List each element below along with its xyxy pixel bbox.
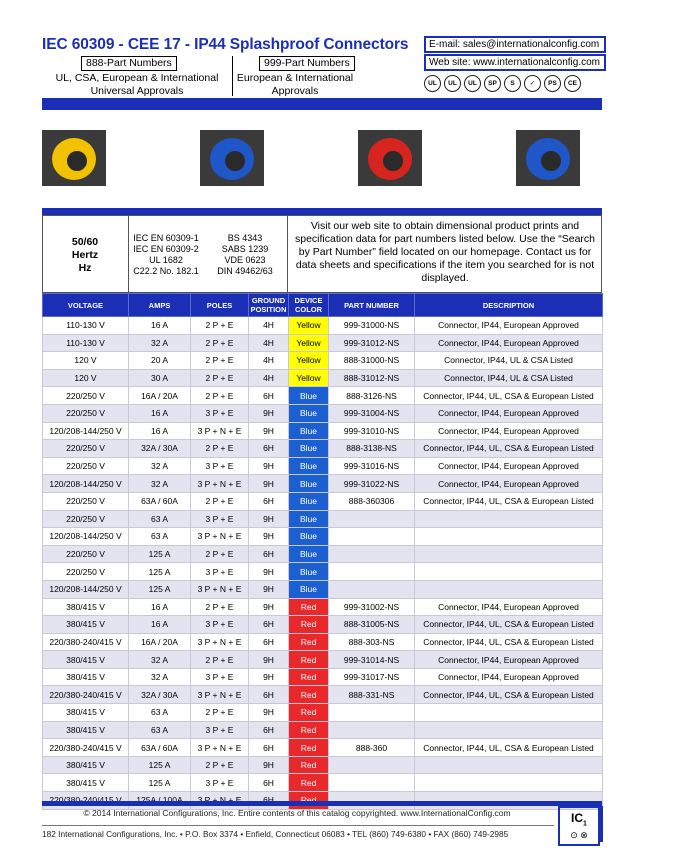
connector-face: [538, 148, 564, 174]
table-cell: 125 A: [129, 774, 191, 792]
pse-icon: PS: [544, 75, 561, 92]
table-cell: 888-3126-NS: [329, 387, 415, 405]
table-cell: [329, 528, 415, 546]
table-cell: 9H: [249, 528, 289, 546]
table-cell: 9H: [249, 422, 289, 440]
column-header: PART NUMBER: [329, 294, 415, 317]
bottom-band: [42, 801, 602, 806]
email-link[interactable]: E-mail: sales@internationalconfig.com: [424, 36, 606, 53]
table-cell: Blue: [289, 387, 329, 405]
standard-item: IEC EN 60309-2: [133, 244, 199, 254]
column-header: VOLTAGE: [43, 294, 129, 317]
table-cell: 888-360306: [329, 492, 415, 510]
table-top-band: [42, 208, 602, 215]
table-cell: [329, 545, 415, 563]
standards-list-national: [204, 233, 286, 277]
table-cell: Blue: [289, 475, 329, 493]
table-cell: Connector, IP44, European Approved: [415, 668, 603, 686]
table-cell: Connector, IP44, European Approved: [415, 598, 603, 616]
ic-logo-text: [571, 812, 587, 830]
ic-logo-plug-icon: ⊙ ⊗: [570, 830, 588, 841]
table-cell: 380/415 V: [43, 704, 129, 722]
table-cell: 9H: [249, 651, 289, 669]
standards-list-iec: [130, 233, 202, 277]
table-cell: Connector, IP44, UL, CSA & European Listed: [415, 616, 603, 634]
table-cell: 4H: [249, 369, 289, 387]
table-cell: 120/208-144/250 V: [43, 475, 129, 493]
table-cell: 110-130 V: [43, 317, 129, 335]
table-cell: 125 A: [129, 580, 191, 598]
table-cell: Connector, IP44, European Approved: [415, 404, 603, 422]
certification-icons: [424, 72, 600, 94]
table-cell: 16 A: [129, 598, 191, 616]
table-cell: 6H: [249, 387, 289, 405]
table-cell: 120/208-144/250 V: [43, 580, 129, 598]
header-divider: [232, 56, 233, 96]
table-cell: 2 P + E: [191, 440, 249, 458]
table-row: [43, 387, 603, 405]
table-cell: 120/208-144/250 V: [43, 528, 129, 546]
table-cell: 16 A: [129, 616, 191, 634]
table-cell: 2 P + E: [191, 756, 249, 774]
table-cell: [329, 756, 415, 774]
table-cell: 120 V: [43, 369, 129, 387]
table-cell: 9H: [249, 510, 289, 528]
table-cell: 3 P + N + E: [191, 633, 249, 651]
table-cell: 380/415 V: [43, 668, 129, 686]
column-header: DEVICE COLOR: [289, 294, 329, 317]
table-cell: 888-31005-NS: [329, 616, 415, 634]
frequency-line: Hertz: [71, 249, 99, 261]
table-row: [43, 721, 603, 739]
table-cell: 63A / 60A: [129, 492, 191, 510]
table-cell: Yellow: [289, 317, 329, 335]
table-cell: 9H: [249, 598, 289, 616]
red-connector-photo: [358, 130, 422, 186]
table-cell: 63 A: [129, 528, 191, 546]
ul-classified-icon: UL: [464, 75, 481, 92]
table-cell: 6H: [249, 739, 289, 757]
table-row: [43, 422, 603, 440]
table-cell: 2 P + E: [191, 317, 249, 335]
table-cell: [415, 756, 603, 774]
table-cell: Yellow: [289, 369, 329, 387]
table-row: [43, 352, 603, 370]
footer-address: 182 International Configurations, Inc. • P.O. Box 3374 • Enfield, Connecticut 06083 • TEL (860) 749-6380 • FAX (860) 749-2985: [42, 829, 509, 839]
table-cell: 888-331-NS: [329, 686, 415, 704]
table-row: [43, 580, 603, 598]
table-cell: 999-31002-NS: [329, 598, 415, 616]
table-cell: [415, 510, 603, 528]
table-cell: 2 P + E: [191, 369, 249, 387]
table-cell: 888-360: [329, 739, 415, 757]
table-cell: 999-31014-NS: [329, 651, 415, 669]
table-cell: 2 P + E: [191, 334, 249, 352]
table-cell: [329, 774, 415, 792]
table-cell: Yellow: [289, 352, 329, 370]
table-row: [43, 404, 603, 422]
table-cell: 4H: [249, 352, 289, 370]
table-cell: 120 V: [43, 352, 129, 370]
table-cell: 32A / 30A: [129, 440, 191, 458]
table-row: [43, 651, 603, 669]
table-cell: 2 P + E: [191, 352, 249, 370]
table-cell: Red: [289, 598, 329, 616]
table-cell: Blue: [289, 492, 329, 510]
table-cell: 3 P + N + E: [191, 580, 249, 598]
table-cell: 32 A: [129, 668, 191, 686]
table-cell: 125 A: [129, 545, 191, 563]
table-cell: Blue: [289, 545, 329, 563]
table-cell: Red: [289, 739, 329, 757]
column-header: AMPS: [129, 294, 191, 317]
table-cell: [415, 563, 603, 581]
table-cell: 999-31022-NS: [329, 475, 415, 493]
table-cell: [329, 563, 415, 581]
table-row: [43, 563, 603, 581]
table-row: [43, 686, 603, 704]
table-cell: 16A / 20A: [129, 633, 191, 651]
table-row: [43, 317, 603, 335]
table-cell: 6H: [249, 721, 289, 739]
table-cell: Red: [289, 704, 329, 722]
table-cell: 2 P + E: [191, 387, 249, 405]
table-cell: 6H: [249, 633, 289, 651]
table-cell: 3 P + N + E: [191, 528, 249, 546]
table-cell: 999-31012-NS: [329, 334, 415, 352]
table-cell: Connector, IP44, UL, CSA & European Listed: [415, 633, 603, 651]
table-cell: 6H: [249, 774, 289, 792]
table-cell: 2 P + E: [191, 598, 249, 616]
table-cell: Blue: [289, 422, 329, 440]
ic-logo-sub: 1: [583, 820, 587, 828]
table-cell: 16 A: [129, 422, 191, 440]
standard-item: BS 4343: [227, 233, 263, 243]
table-row: [43, 756, 603, 774]
table-cell: 9H: [249, 475, 289, 493]
approvals-left: UL, CSA, European & International Universal Approvals: [55, 72, 219, 97]
column-header: GROUND POSITION: [249, 294, 289, 317]
table-cell: 2 P + E: [191, 492, 249, 510]
table-header-row: [43, 294, 603, 317]
table-row: [43, 598, 603, 616]
table-cell: 63 A: [129, 721, 191, 739]
table-cell: Connector, IP44, UL, CSA & European Listed: [415, 387, 603, 405]
table-cell: Blue: [289, 440, 329, 458]
table-cell: 63 A: [129, 510, 191, 528]
table-cell: Blue: [289, 457, 329, 475]
table-cell: 4H: [249, 317, 289, 335]
table-cell: 110-130 V: [43, 334, 129, 352]
table-cell: Connector, IP44, UL, CSA & European Listed: [415, 739, 603, 757]
table-cell: [415, 704, 603, 722]
ic-logo-icon: [558, 806, 600, 846]
table-cell: 3 P + E: [191, 721, 249, 739]
frequency-line: 50/60: [71, 236, 99, 248]
info-separator: [128, 215, 129, 293]
table-cell: 2 P + E: [191, 545, 249, 563]
table-cell: Red: [289, 651, 329, 669]
table-cell: 380/415 V: [43, 774, 129, 792]
table-row: [43, 475, 603, 493]
approvals-right: European & International Approvals: [236, 72, 354, 97]
page-title: IEC 60309 - CEE 17 - IP44 Splashproof Connectors: [42, 36, 409, 53]
table-cell: 220/250 V: [43, 440, 129, 458]
part-number-999-label: 999-Part Numbers: [259, 56, 355, 71]
table-cell: 3 P + E: [191, 668, 249, 686]
blue-inline-connector-photo: [516, 130, 580, 186]
table-cell: 999-31016-NS: [329, 457, 415, 475]
table-cell: Blue: [289, 563, 329, 581]
column-header: DESCRIPTION: [415, 294, 603, 317]
blue-connector-photo: [200, 130, 264, 186]
table-cell: 3 P + E: [191, 510, 249, 528]
table-cell: [415, 580, 603, 598]
table-row: [43, 774, 603, 792]
table-cell: 3 P + N + E: [191, 475, 249, 493]
table-row: [43, 633, 603, 651]
table-cell: [329, 721, 415, 739]
table-cell: Blue: [289, 510, 329, 528]
table-cell: Connector, IP44, UL & CSA Listed: [415, 369, 603, 387]
table-cell: 220/250 V: [43, 545, 129, 563]
table-cell: 220/250 V: [43, 492, 129, 510]
table-cell: 32 A: [129, 651, 191, 669]
top-band: [42, 98, 602, 110]
ctick-icon: ✓: [524, 75, 541, 92]
table-cell: Red: [289, 756, 329, 774]
table-row: [43, 492, 603, 510]
table-cell: 16 A: [129, 317, 191, 335]
table-cell: 220/250 V: [43, 563, 129, 581]
table-cell: 2 P + E: [191, 704, 249, 722]
table-cell: [415, 774, 603, 792]
connector-table: [42, 293, 603, 810]
table-cell: Connector, IP44, European Approved: [415, 422, 603, 440]
connector-face: [380, 148, 406, 174]
ul-listed-icon: UL: [444, 75, 461, 92]
table-cell: 4H: [249, 334, 289, 352]
table-cell: [329, 510, 415, 528]
table-cell: [415, 528, 603, 546]
table-cell: 9H: [249, 668, 289, 686]
table-row: [43, 545, 603, 563]
column-header: POLES: [191, 294, 249, 317]
standard-item: IEC EN 60309-1: [133, 233, 199, 243]
table-cell: Blue: [289, 404, 329, 422]
table-cell: 32A / 30A: [129, 686, 191, 704]
table-cell: Connector, IP44, European Approved: [415, 317, 603, 335]
table-cell: 63A / 60A: [129, 739, 191, 757]
right-accent-bar: [599, 806, 603, 842]
table-cell: 6H: [249, 440, 289, 458]
table-row: [43, 334, 603, 352]
table-cell: 888-303-NS: [329, 633, 415, 651]
table-cell: 32 A: [129, 457, 191, 475]
table-cell: [329, 704, 415, 722]
table-cell: 3 P + N + E: [191, 422, 249, 440]
table-cell: 220/380-240/415 V: [43, 739, 129, 757]
table-cell: 999-31010-NS: [329, 422, 415, 440]
part-number-888-label: 888-Part Numbers: [81, 56, 177, 71]
table-cell: Red: [289, 616, 329, 634]
table-cell: Connector, IP44, UL, CSA & European Listed: [415, 492, 603, 510]
table-cell: 3 P + E: [191, 404, 249, 422]
table-row: [43, 668, 603, 686]
table-cell: 32 A: [129, 475, 191, 493]
table-cell: 2 P + E: [191, 651, 249, 669]
visit-website-note: Visit our web site to obtain dimensional product prints and specification data for part numbers listed below. Use the “Search by Part Number” field located on our homepage. Contact us for data sheets and specifications if the item you searched for is not displayed.: [295, 220, 595, 284]
table-cell: 3 P + E: [191, 774, 249, 792]
table-cell: 888-3138-NS: [329, 440, 415, 458]
table-cell: Blue: [289, 580, 329, 598]
table-cell: 32 A: [129, 334, 191, 352]
table-cell: 888-31000-NS: [329, 352, 415, 370]
ul-icon: UL: [424, 75, 441, 92]
table-cell: 220/380-240/415 V: [43, 633, 129, 651]
table-cell: 999-31004-NS: [329, 404, 415, 422]
table-cell: 888-31012-NS: [329, 369, 415, 387]
table-cell: 9H: [249, 457, 289, 475]
info-separator: [287, 215, 288, 293]
ce-icon: CE: [564, 75, 581, 92]
table-row: [43, 616, 603, 634]
yellow-connector-photo: [42, 130, 106, 186]
table-cell: 3 P + N + E: [191, 739, 249, 757]
table-row: [43, 510, 603, 528]
table-cell: Red: [289, 668, 329, 686]
table-body: [43, 317, 603, 810]
table-cell: 220/250 V: [43, 404, 129, 422]
frequency-label: [42, 236, 128, 275]
standard-item: DIN 49462/63: [217, 266, 273, 276]
table-cell: 9H: [249, 404, 289, 422]
table-cell: Red: [289, 633, 329, 651]
table-cell: 9H: [249, 563, 289, 581]
table-cell: Blue: [289, 528, 329, 546]
table-cell: 125 A: [129, 563, 191, 581]
table-cell: 16A / 20A: [129, 387, 191, 405]
table-cell: 9H: [249, 704, 289, 722]
table-cell: Red: [289, 774, 329, 792]
table-cell: 63 A: [129, 704, 191, 722]
table-cell: [415, 545, 603, 563]
csa-icon: SP: [484, 75, 501, 92]
table-row: [43, 528, 603, 546]
table-cell: 380/415 V: [43, 598, 129, 616]
table-cell: 380/415 V: [43, 756, 129, 774]
table-cell: 9H: [249, 756, 289, 774]
table-row: [43, 704, 603, 722]
table-cell: 220/250 V: [43, 457, 129, 475]
table-cell: Yellow: [289, 334, 329, 352]
table-cell: 9H: [249, 580, 289, 598]
connector-face: [222, 148, 248, 174]
table-cell: Connector, IP44, UL, CSA & European Listed: [415, 440, 603, 458]
table-cell: 125 A: [129, 756, 191, 774]
semko-icon: S: [504, 75, 521, 92]
table-cell: 220/250 V: [43, 387, 129, 405]
standard-item: SABS 1239: [221, 244, 269, 254]
table-cell: 380/415 V: [43, 616, 129, 634]
table-row: [43, 739, 603, 757]
table-row: [43, 440, 603, 458]
table-cell: 3 P + N + E: [191, 686, 249, 704]
table-cell: 3 P + E: [191, 563, 249, 581]
footer-rule: [42, 825, 554, 826]
table-cell: Connector, IP44, European Approved: [415, 475, 603, 493]
table-cell: [329, 580, 415, 598]
table-cell: Connector, IP44, European Approved: [415, 651, 603, 669]
table-cell: Red: [289, 686, 329, 704]
table-cell: 380/415 V: [43, 721, 129, 739]
standard-item: UL 1682: [149, 255, 183, 265]
table-cell: 3 P + E: [191, 616, 249, 634]
table-cell: 16 A: [129, 404, 191, 422]
website-link[interactable]: Web site: www.internationalconfig.com: [424, 54, 606, 71]
table-cell: Connector, IP44, European Approved: [415, 334, 603, 352]
table-cell: 380/415 V: [43, 651, 129, 669]
table-cell: 220/250 V: [43, 510, 129, 528]
frequency-line: Hz: [78, 262, 92, 274]
table-cell: 20 A: [129, 352, 191, 370]
ic-logo-letters: IC: [571, 810, 584, 825]
table-cell: 6H: [249, 545, 289, 563]
table-cell: Connector, IP44, UL & CSA Listed: [415, 352, 603, 370]
table-cell: 6H: [249, 616, 289, 634]
table-cell: [415, 721, 603, 739]
standard-item: VDE 0623: [224, 255, 266, 265]
table-cell: Red: [289, 721, 329, 739]
table-cell: 30 A: [129, 369, 191, 387]
table-cell: 3 P + E: [191, 457, 249, 475]
table-cell: 999-31000-NS: [329, 317, 415, 335]
table-row: [43, 457, 603, 475]
table-cell: 120/208-144/250 V: [43, 422, 129, 440]
table-cell: 6H: [249, 492, 289, 510]
table-cell: 220/380-240/415 V: [43, 686, 129, 704]
table-cell: Connector, IP44, UL, CSA & European Listed: [415, 686, 603, 704]
table-cell: 999-31017-NS: [329, 668, 415, 686]
connector-face: [64, 148, 90, 174]
standard-item: C22.2 No. 182.1: [133, 266, 199, 276]
copyright-text: © 2014 International Configurations, Inc. Entire contents of this catalog copyrighted. www.InternationalConfig.com: [83, 808, 511, 818]
table-cell: 6H: [249, 686, 289, 704]
table-cell: Connector, IP44, European Approved: [415, 457, 603, 475]
table-row: [43, 369, 603, 387]
